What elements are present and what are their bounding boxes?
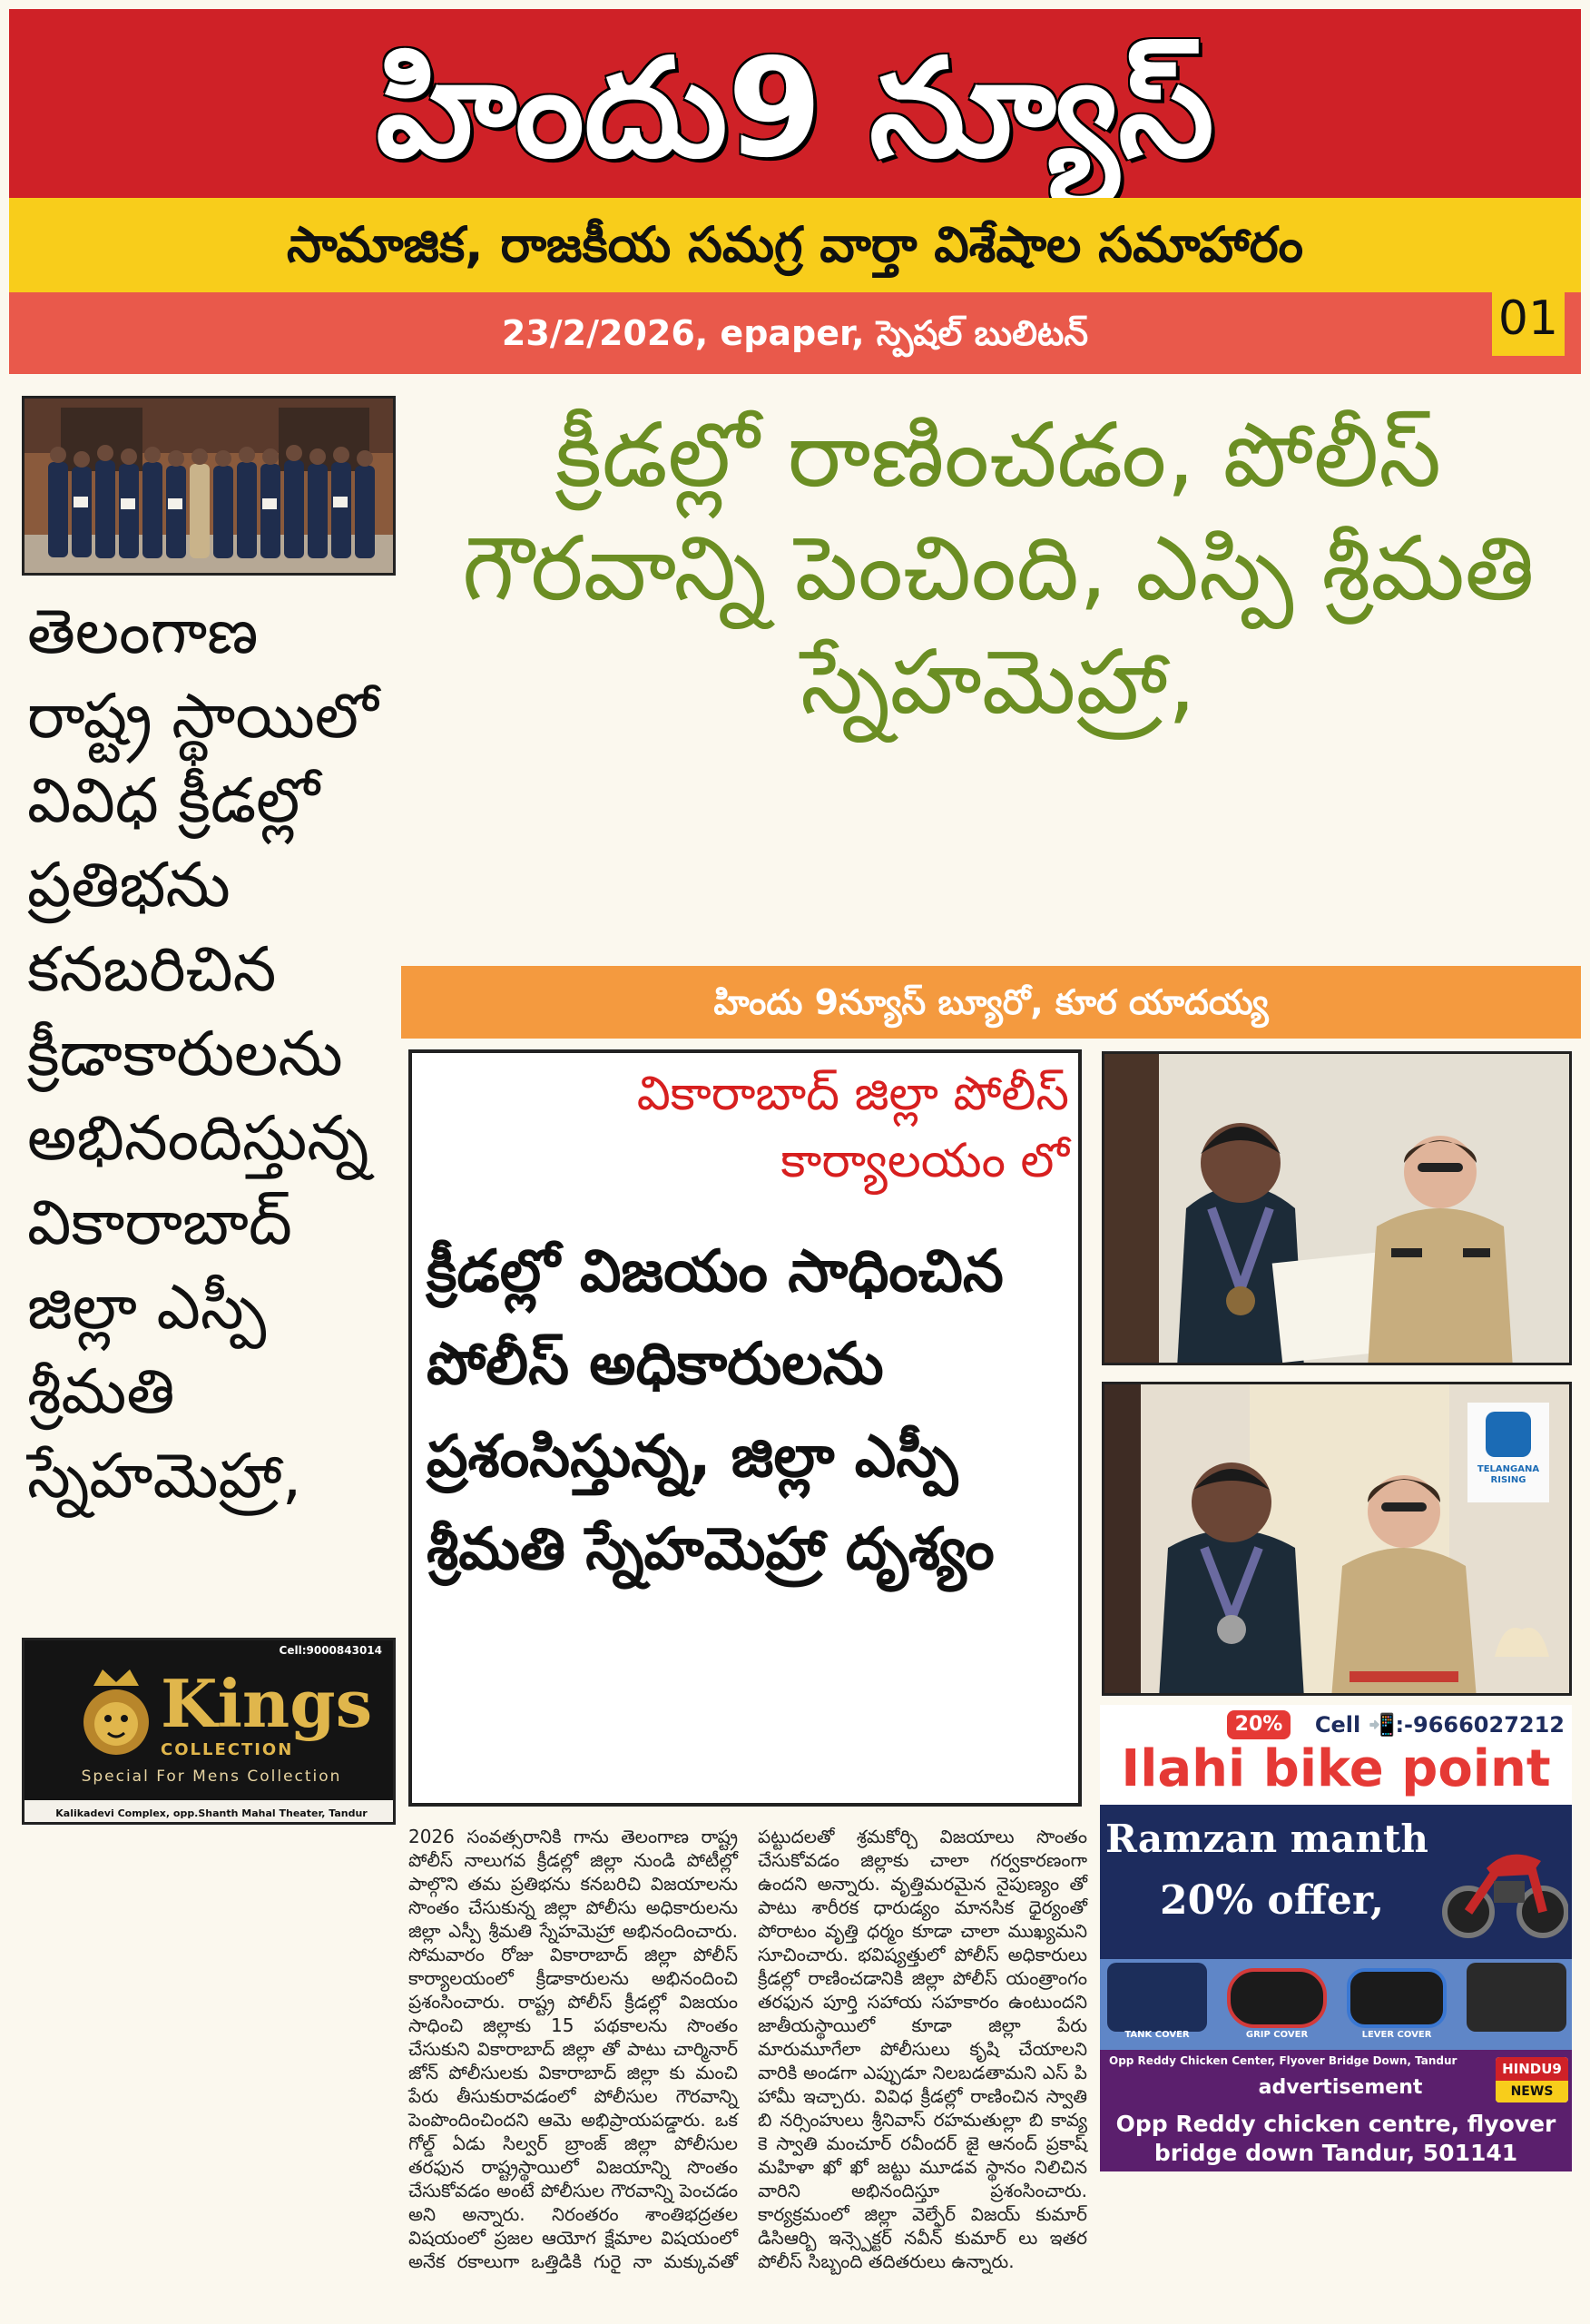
ilahi-bike-point-ad[interactable] [1100, 1705, 1572, 2171]
bike-ad-footer-address: Opp Reddy chicken centre, flyover bridge down Tandur, 501141 [1115, 2111, 1556, 2166]
left-caption: తెలంగాణ రాష్ట్ర స్థాయిలో వివిధ క్రీడల్లో ప్రతిభను కనబరిచిన క్రీడాకారులను అభినందిస్తున్న వికారాబాద్ జిల్లా ఎస్పీ శ్రీమతి స్నేహమెహ్రా, [27, 596, 378, 1512]
kings-ad-brand-sub: COLLECTION [161, 1740, 294, 1759]
page-number-badge: 01 [1492, 281, 1565, 356]
tank-cover-icon [1107, 1963, 1207, 2032]
lion-crown-icon [75, 1666, 157, 1766]
hindu9-logo-bottom: NEWS [1496, 2081, 1568, 2102]
kings-ad-address: Kalikadevi Complex, opp.Shanth Mahal Theater, Tandur [25, 1800, 396, 1825]
masthead-title: హిందు9 న్యూస్ [376, 30, 1214, 188]
grip-cover-icon [1227, 1968, 1327, 2028]
team-photo-illustration [25, 399, 396, 576]
bike-ad-cell: Cell 📲:-9666027212 [1314, 1712, 1565, 1738]
dateline-bar: 23/2/2026, epaper, స్పెషల్ బులిటన్ [9, 292, 1581, 374]
bike-ad-offer-line2: 20% offer, [1160, 1877, 1385, 1924]
product-label-lever: LEVER COVER [1361, 2030, 1432, 2040]
main-headline: క్రీడల్లో రాణించడం, పోలీస్ గౌరవాన్ని పెంచింది, ఎస్పి శ్రీమతి స్నేహమెహ్రా, [462, 404, 1535, 734]
accessory-icon [1467, 1963, 1566, 2032]
motorcycle-icon [1441, 1817, 1568, 1945]
hindu9-logo [1496, 2057, 1568, 2102]
telangana-rising-sign: TELANGANA RISING [1477, 1464, 1540, 1485]
bike-ad-discount-badge: 20% [1227, 1710, 1291, 1739]
hindu9-logo-top: HINDU9 [1496, 2057, 1568, 2081]
bike-ad-offer-line1: Ramzan manth [1105, 1817, 1428, 1861]
award-photo-1-illustration [1104, 1054, 1572, 1365]
bike-ad-advertisement-label: advertisement [1258, 2076, 1423, 2099]
kings-ad-brand: Kings [161, 1665, 373, 1742]
kings-ad-cell: Cell:9000843014 [279, 1644, 382, 1657]
kings-collection-ad[interactable] [22, 1638, 396, 1825]
team-photo [22, 396, 396, 576]
bike-ad-brand: Ilahi bike point [1121, 1739, 1551, 1798]
masthead-tagline: సామాజిక, రాజకీయ సమగ్ర వార్తా విశేషాల సమాహారం [9, 198, 1581, 292]
article-body: 2026 సంవత్సరానికి గాను తెలంగాణ రాష్ట్ర పోలీస్ నాలుగవ క్రీడల్లో జిల్లా నుండి పోటీల్లో పాల్గొని తమ ప్రతిభను కనబరిచి విజయాలను సొంతం చేసుకున్న జిల్లా పోలీసు అధికారులను జిల్లా ఎస్పీ శ్రీమతి స్నేహమెహ్రా అభినందించారు. సోమవారం రోజు వికారాబాద్ జిల్లా పోలీస్ కార్యాలయంలో క్రీడాకారులను అభినందించి ప్రశంసించారు. రాష్ట్ర పోలీస్ క్రీడల్లో విజయం సాధించి జిల్లాకు 15 పథకాలను సొంతం చేసుకుని వికారాబాద్ జిల్లా తో పాటు చార్మినార్ జోన్ పోలీసులకు వికారాబాద్ జిల్లా కు మంచి పేరు తీసుకురావడంలో పోలీసుల గౌరవాన్ని పెంపొందించిందని ఆమె అభిప్రాయపడ్డారు. ఒక గోల్డ్ ఏడు సిల్వర్ బ్రాంజ్ జిల్లా పోలీసుల తరఫున రాష్ట్రస్థాయిలో విజయాన్ని సొంతం చేసుకోవడం అంటే పోలీసుల గౌరవాన్ని పెంచడం అని అన్నారు. నిరంతరం శాంతిభద్రతల విషయంలో ప్రజల ఆయోగ క్షేమాల విషయంలో అనేక రకాలుగా ఒత్తిడికి గురై నా మక్కువతో పట్టుదలతో శ్రమకోర్చి విజయాలు సొంతం చేసుకోవడం జిల్లాకు చాలా గర్వకారణంగా ఉందని అన్నారు. వృత్తిమరమైన నైపుణ్యం తో పాటు శారీరక ధారుడ్యం మానసిక ధైర్యంతో పోరాటం వృత్తి ధర్మం కూడా చాలా ముఖ్యమని సూచించారు. భవిష్యత్తులో పోలీస్ అధికారులు క్రీడల్లో రాణించడానికి జిల్లా పోలీస్ యంత్రాంగం తరఫున పూర్తి సహాయ సహకారం ఉంటుందని జాతీయస్థాయిలో కూడా జిల్లా పేరు మారుమూగేలా పోలీసులు కృషి చేయాలని వారికి అండగా ఎప్పుడూ నిలబడతామని ఎస్ పి హామీ ఇచ్చారు. వివిధ క్రీడల్లో రాణించిన స్వాతి బి నర్సింహులు శ్రీనివాస్ రహమతుల్లా బి కావ్య కె స్వాతి మంచూర్ రవీందర్ జై ఆనంద్ ప్రకాష్ మహిళా ఖో ఖో జట్టు మూడవ స్థానం నిలిచిన వారిని అభినందిస్తూ ప్రశంసించారు. కార్యక్రమంలో జిల్లా వెల్ఫేర్ విజయ్ కుమార్ డిసిఆర్బి ఇన్స్పెక్టర్ నవీన్ కుమార్ లు ఇతర పోలీస్ సిబ్బంది తదితరులు ఉన్నారు. [408, 1826, 1087, 2272]
lever-cover-icon [1347, 1968, 1447, 2028]
kings-ad-tagline: Special For Mens Collection [81, 1768, 342, 1786]
award-photo-1 [1102, 1051, 1572, 1365]
product-label-grip: GRIP COVER [1245, 2030, 1309, 2040]
feature-subhead: వికారాబాద్ జిల్లా పోలీస్ కార్యాలయం లో [636, 1067, 1069, 1188]
bike-ad-small-address: Opp Reddy Chicken Center, Flyover Bridge Down, Tandur [1109, 2054, 1458, 2067]
award-photo-2 [1102, 1382, 1572, 1696]
product-label-tank: TANK COVER [1124, 2030, 1190, 2040]
feature-headline: క్రీడల్లో విజయం సాధించిన పోలీస్ అధికారులను ప్రశంసిస్తున్న, జిల్లా ఎస్పీ శ్రీమతి స్నేహమెహ్రా దృశ్యం [427, 1238, 1004, 1583]
award-photo-2-illustration [1104, 1384, 1572, 1696]
byline-bar: హిందు 9న్యూస్ బ్యూరో, కూర యాదయ్య [401, 966, 1581, 1039]
